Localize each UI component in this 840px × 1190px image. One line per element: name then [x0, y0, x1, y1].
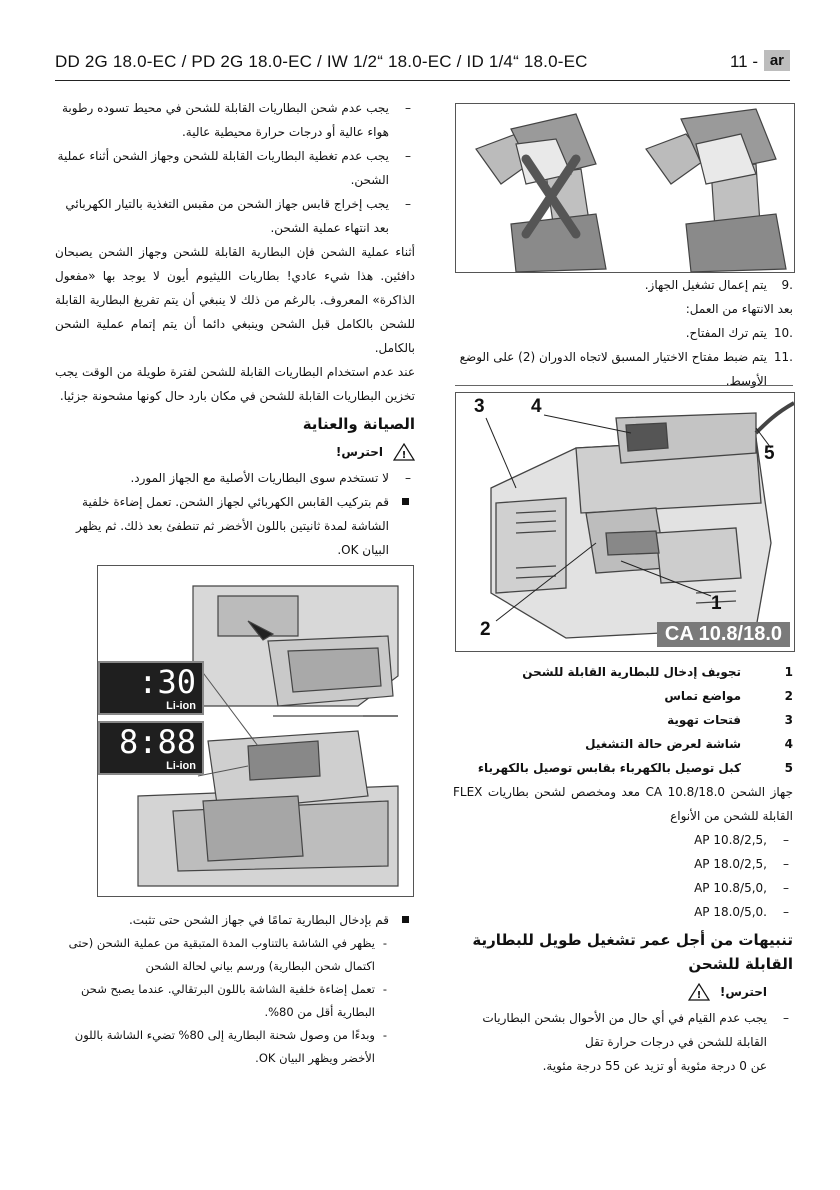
drill-illustration	[456, 104, 794, 272]
type-text: AP 18.0/5,0.	[694, 905, 767, 919]
step-text: يتم إعمال تشغيل الجهاز.	[644, 278, 767, 292]
paragraph: جهاز الشحن CA 10.8/18.0 معد ومخصص لشحن بطاريات FLEX القابلة للشحن من الأنواع	[453, 785, 793, 823]
bullet-item: قم بتركيب القابس الكهربائي لجهاز الشحن. تعمل إضاءة خلفية الشاشة لمدة ثانيتين باللون الأخضر ثم تنطفئ بعد ذلك. ثم يظهر البيان OK.	[55, 490, 415, 562]
sub-item: - تعمل إضاءة خلفية الشاشة باللون البرتقالي. عندما يصبح شحن البطارية أقل من 80%.	[55, 978, 389, 1024]
charger-overview-illustration	[456, 393, 794, 651]
legend-number: 4	[784, 737, 793, 751]
legend-text: شاشة لعرض حالة التشغيل	[585, 737, 741, 751]
legend-text: تجويف إدخال للبطارية القابلة للشحن	[522, 665, 741, 679]
paragraph: عن 0 درجة مئوية أو تزيد عن 55 درجة مئوية.	[542, 1059, 767, 1073]
step-item	[453, 273, 793, 297]
legend-number: 1	[784, 665, 793, 679]
right-column-top	[453, 273, 793, 393]
lcd-value-1: :30	[138, 663, 196, 701]
legend-item	[453, 684, 793, 708]
step-text: يتم ترك المفتاح.	[685, 326, 767, 340]
callout-2: 2	[480, 619, 491, 640]
legend-item	[453, 708, 793, 732]
warning-icon	[688, 983, 710, 1001]
divider	[455, 385, 793, 386]
svg-text:!: !	[401, 450, 407, 461]
list-item: – يجب عدم تغطية البطاريات القابلة للشحن وجهاز الشحن أثناء عملية الشحن.	[55, 144, 415, 192]
type-item	[453, 852, 793, 876]
liion-label-2: Li-ion	[166, 760, 196, 772]
section-heading: تنبيهات من أجل عمر تشغيل طويل للبطارية القابلة للشحن	[472, 931, 793, 973]
svg-text:!: !	[696, 990, 702, 1001]
list-item: – يجب إخراج قابس جهاز الشحن من مقبس التغذية بالتيار الكهربائي بعد انتهاء عملية الشحن.	[55, 192, 415, 240]
section-heading: الصيانة والعناية	[302, 415, 415, 433]
page-number: 11 -	[729, 52, 758, 71]
legend-item	[453, 756, 793, 780]
model-label: CA 10.8/18.0	[657, 622, 790, 647]
legend-text: كبل توصيل بالكهرباء بقابس توصيل بالكهرباء	[477, 761, 741, 775]
left-column-top	[55, 96, 415, 562]
legend-item	[453, 660, 793, 684]
type-text: AP 10.8/5,0,	[694, 881, 767, 895]
bullet-item: قم بإدخال البطارية تمامًا في جهاز الشحن حتى تثبت.	[55, 908, 415, 932]
step-item	[453, 321, 793, 345]
sub-item: - وبدءًا من وصول شحنة البطارية إلى 80% تضيء الشاشة باللون الأخضر ويظهر البيان OK.	[55, 1024, 389, 1070]
lcd-display-2	[98, 721, 204, 775]
liion-label-1: Li-ion	[166, 700, 196, 712]
sub-item: - يظهر في الشاشة بالتناوب المدة المتبقية من عملية الشحن (حتى اكتمال شحن البطارية) ورسم بياني لحالة الشحن	[55, 932, 389, 978]
caution-label: احترس!	[335, 445, 383, 459]
header-rule	[55, 80, 790, 81]
type-text: AP 18.0/2,5,	[694, 857, 767, 871]
callout-1: 1	[711, 593, 722, 614]
drill-grip-figure	[455, 103, 795, 273]
legend-text: مواضع تماس	[664, 689, 741, 703]
type-item	[453, 876, 793, 900]
paragraph: بعد الانتهاء من العمل:	[685, 302, 793, 316]
paragraph: أثناء عملية الشحن فإن البطارية القابلة للشحن وجهاز الشحن يصبحان دافئين. هذا شيء عادي! بطاريات الليثيوم أيون لا يوجد بها «مفعول الذاكرة» المعروف. بالرغم من ذلك لا ينبغي أن يتم تفريغ البطارية القابلة للشحن بالكامل قبل الشحن وينبغي دائما أن يتم إتمام عملية الشحن بالكامل.	[55, 245, 415, 355]
warning-icon	[393, 443, 415, 461]
sub-list	[55, 932, 415, 1070]
page-header	[55, 50, 790, 78]
legend-text: فتحات تهوية	[667, 713, 741, 727]
type-item	[453, 900, 793, 924]
legend-number: 3	[784, 713, 793, 727]
step-text: يتم ضبط مفتاح الاختيار المسبق لاتجاه الدوران (2) على الوضع الأوسط.	[459, 350, 767, 388]
lcd-display-1	[98, 661, 204, 715]
legend-item	[453, 732, 793, 756]
step-number: 10.	[773, 326, 793, 340]
list-item: – لا تستخدم سوى البطاريات الأصلية مع الجهاز المورد.	[55, 466, 415, 490]
caution-label: احترس!	[719, 985, 767, 999]
charger-figure	[455, 392, 795, 652]
lcd-value-2: 8:88	[118, 723, 196, 761]
callout-4: 4	[531, 396, 542, 417]
callout-5: 5	[764, 443, 775, 464]
legend-number: 5	[784, 761, 793, 775]
document-title: DD 2G 18.0-EC / PD 2G 18.0-EC / IW 1/2“ 18.0-EC / ID 1/4“ 18.0-EC	[55, 52, 588, 71]
caution-line	[453, 980, 793, 1004]
right-column-bottom	[453, 660, 793, 1078]
left-column-bottom	[55, 908, 415, 1070]
type-text: AP 10.8/2,5,	[694, 833, 767, 847]
type-item	[453, 828, 793, 852]
legend-number: 2	[784, 689, 793, 703]
list-item: – يجب عدم القيام في أي حال من الأحوال بشحن البطاريات القابلة للشحن في درجات حرارة تقل	[453, 1006, 793, 1054]
language-badge: ar	[764, 50, 790, 71]
step-number: 11.	[773, 350, 793, 364]
charger-display-figure	[97, 565, 414, 897]
paragraph: عند عدم استخدام البطاريات القابلة للشحن لفترة طويلة من الوقت يجب تخزين البطاريات القابلة للشحن في مكان بارد حال كونها مشحونة جزئيا.	[55, 365, 415, 403]
caution-line	[55, 440, 415, 464]
callout-3: 3	[474, 396, 485, 417]
list-item: – يجب عدم شحن البطاريات القابلة للشحن في محيط تسوده رطوبة هواء عالية أو درجات حرارة محيطية عالية.	[55, 96, 415, 144]
step-number: 9.	[781, 278, 793, 292]
